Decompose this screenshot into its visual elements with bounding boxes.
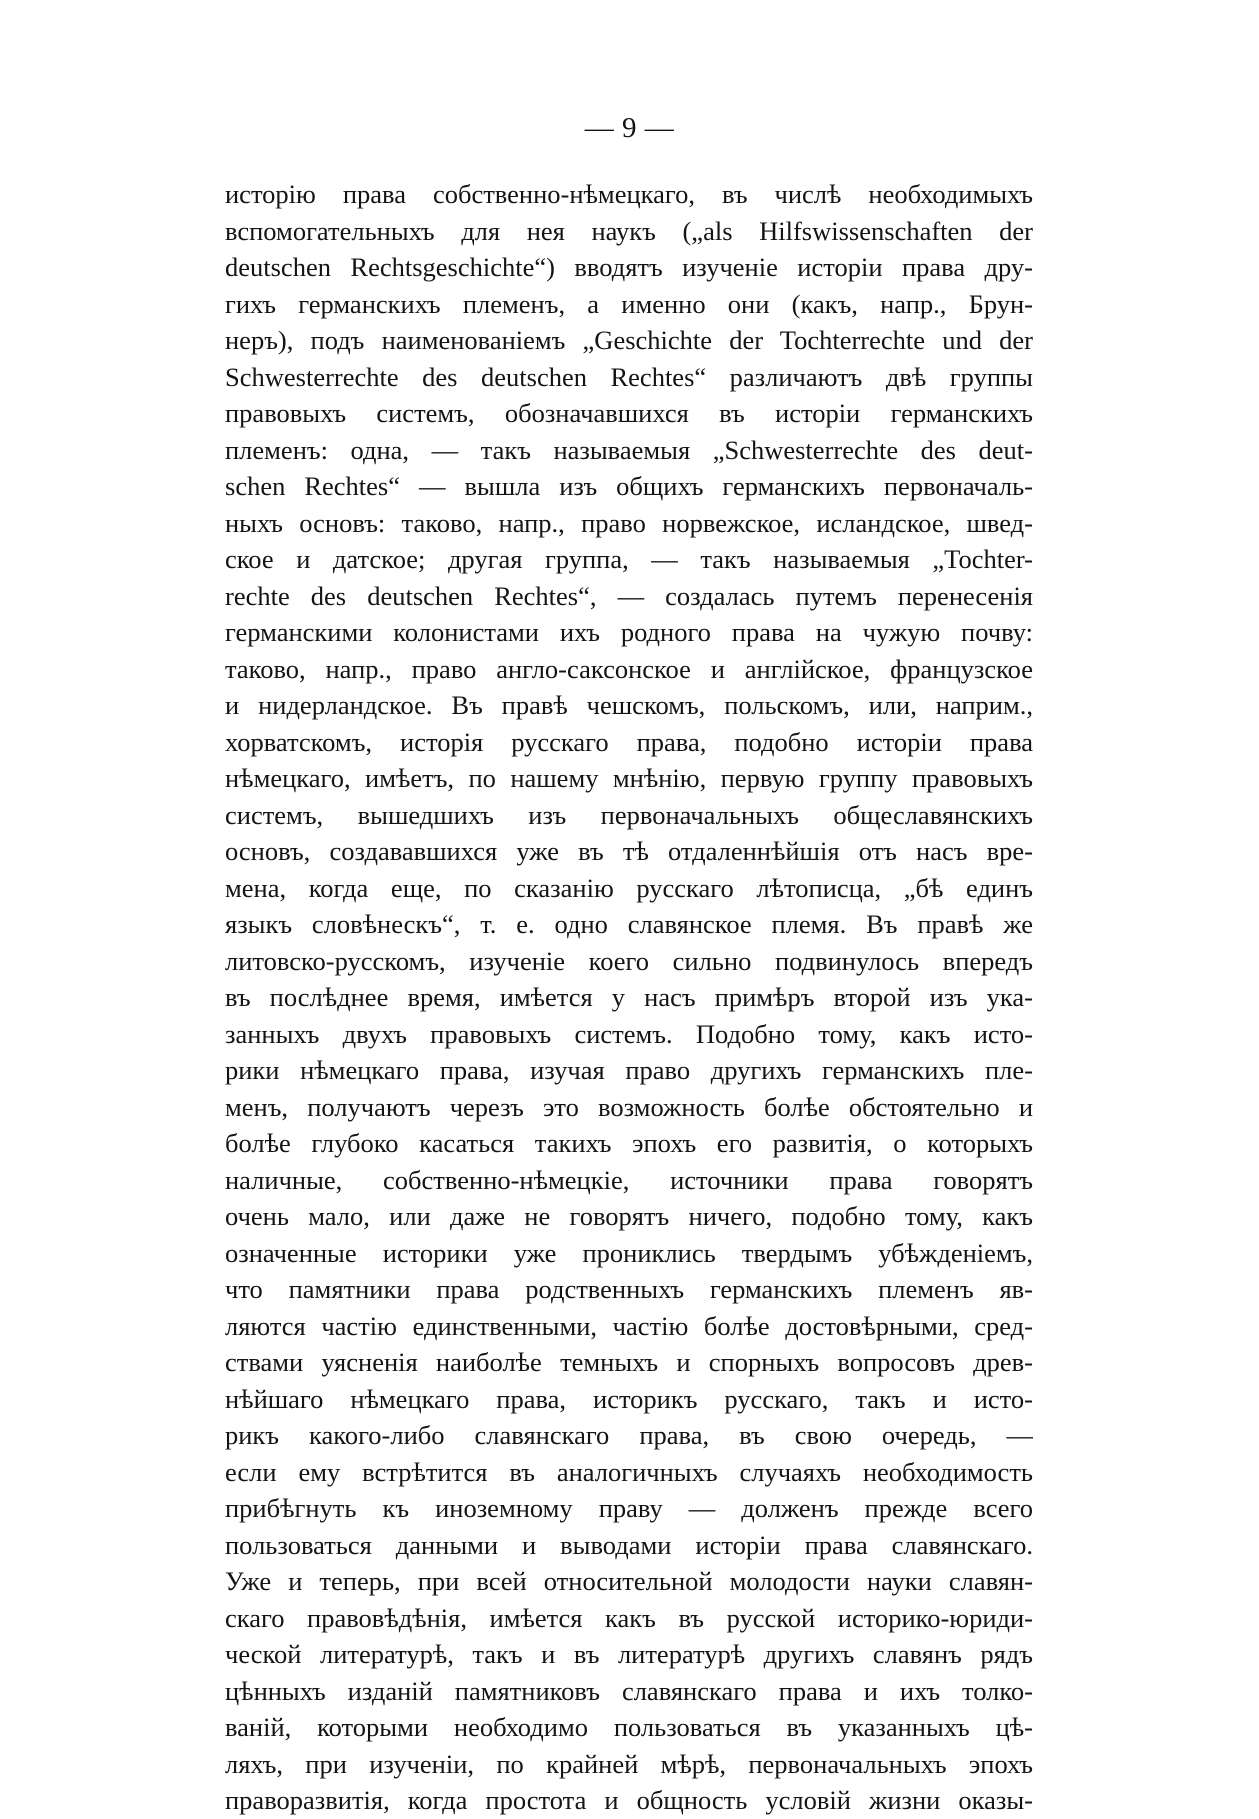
text-line: языкъ словѣнескъ“, т. е. одно славянское племя. Въ правѣ же xyxy=(225,909,1033,939)
text-line: неръ), подъ наименованіемъ „Geschichte der Tochterrechte und der xyxy=(225,325,1033,355)
text-line: племенъ: одна, — такъ называемыя „Schwesterrechte des deut- xyxy=(225,434,1033,465)
text-line: ское и датское; другая группа, — такъ называемыя „Tochter- xyxy=(225,544,1033,574)
text-line: вспомогательныхъ для нея наукъ („als Hilfswissenschaften der xyxy=(225,215,1033,246)
text-line: нѣмецкаго, имѣетъ, по нашему мнѣнію, первую группу правовыхъ xyxy=(225,763,1033,793)
text-line: если ему встрѣтится въ аналогичныхъ случаяхъ необходимость xyxy=(225,1456,1033,1487)
text-line: болѣе глубоко касаться такихъ эпохъ его развитія, о которыхъ xyxy=(225,1128,1033,1158)
text-line: нѣйшаго нѣмецкаго права, историкъ русскаго, такъ и исто- xyxy=(225,1383,1033,1414)
text-line: занныхъ двухъ правовыхъ системъ. Подобно тому, какъ исто- xyxy=(225,1018,1033,1049)
text-line: ваній, которыми необходимо пользоваться въ указанныхъ цѣ- xyxy=(225,1712,1033,1742)
text-line: исторію права собственно-нѣмецкаго, въ числѣ необходимыхъ xyxy=(225,179,1033,209)
text-line: рики нѣмецкаго права, изучая право другихъ германскихъ пле- xyxy=(225,1055,1033,1085)
text-line: и нидерландское. Въ правѣ чешскомъ, польскомъ, или, наприм., xyxy=(225,690,1033,720)
text-line: Уже и теперь, при всей относительной молодости науки славян- xyxy=(225,1566,1033,1596)
text-line: ляхъ, при изученіи, по крайней мѣрѣ, первоначальныхъ эпохъ xyxy=(225,1748,1033,1779)
text-line: правовыхъ системъ, обозначавшихся въ исторіи германскихъ xyxy=(225,398,1033,428)
text-line: основъ, создававшихся уже въ тѣ отдаленнѣйшія отъ насъ вре- xyxy=(225,836,1033,866)
text-line: очень мало, или даже не говорятъ ничего, подобно тому, какъ xyxy=(225,1201,1033,1231)
text-line: хорватскомъ, исторія русскаго права, подобно исторіи права xyxy=(225,726,1033,757)
text-line: наличные, собственно-нѣмецкіе, источники права говорятъ xyxy=(225,1164,1033,1195)
text-line: пользоваться данными и выводами исторіи права славянскаго. xyxy=(225,1529,1033,1560)
text-line: Schwesterrechte des deutschen Rechtes“ различаютъ двѣ группы xyxy=(225,361,1033,392)
text-line: въ послѣднее время, имѣется у насъ примѣръ второй изъ ука- xyxy=(225,982,1033,1012)
body-text xyxy=(225,176,1033,1819)
text-line: менъ, получаютъ черезъ это возможность болѣе обстоятельно и xyxy=(225,1091,1033,1122)
text-line: скаго правовѣдѣнія, имѣется какъ въ русской историко-юриди- xyxy=(225,1602,1033,1633)
text-line: rechte des deutschen Rechtes“, — создалась путемъ перенесенія xyxy=(225,580,1033,611)
text-line: ляются частію единственными, частію болѣе достовѣрными, сред- xyxy=(225,1310,1033,1341)
text-line: означенные историки уже прониклись твердымъ убѣжденіемъ, xyxy=(225,1237,1033,1268)
text-line: праворазвитія, когда простота и общность условій жизни оказы- xyxy=(225,1785,1033,1815)
text-line: schen Rechtes“ — вышла изъ общихъ германскихъ первоначаль- xyxy=(225,471,1033,501)
text-line: рикъ какого-либо славянскаго права, въ свою очередь, — xyxy=(225,1420,1033,1450)
text-line: цѣнныхъ изданій памятниковъ славянскаго права и ихъ толко- xyxy=(225,1675,1033,1706)
text-line: ствами уясненія наиболѣе темныхъ и спорныхъ вопросовъ древ- xyxy=(225,1347,1033,1377)
text-line: deutschen Rechtsgeschichte“) вводятъ изученіе исторіи права дру- xyxy=(225,252,1033,282)
text-line: что памятники права родственныхъ германскихъ племенъ яв- xyxy=(225,1274,1033,1304)
text-line: прибѣгнуть къ иноземному праву — долженъ прежде всего xyxy=(225,1493,1033,1523)
text-line: гихъ германскихъ племенъ, а именно они (какъ, напр., Брун- xyxy=(225,288,1033,319)
text-line: таково, напр., право англо-саксонское и англійское, французское xyxy=(225,653,1033,684)
text-line: системъ, вышедшихъ изъ первоначальныхъ общеславянскихъ xyxy=(225,799,1033,830)
text-line: ческой литературѣ, такъ и въ литературѣ другихъ славянъ рядъ xyxy=(225,1639,1033,1669)
text-line: германскими колонистами ихъ родного права на чужую почву: xyxy=(225,617,1033,647)
page-number: — 9 — xyxy=(584,112,675,144)
text-line: литовско-русскомъ, изученіе коего сильно подвинулось впередъ xyxy=(225,945,1033,976)
text-line: мена, когда еще, по сказанію русскаго лѣтописца, „бѣ единъ xyxy=(225,872,1033,903)
text-line: ныхъ основъ: таково, напр., право норвежское, исландское, швед- xyxy=(225,507,1033,538)
